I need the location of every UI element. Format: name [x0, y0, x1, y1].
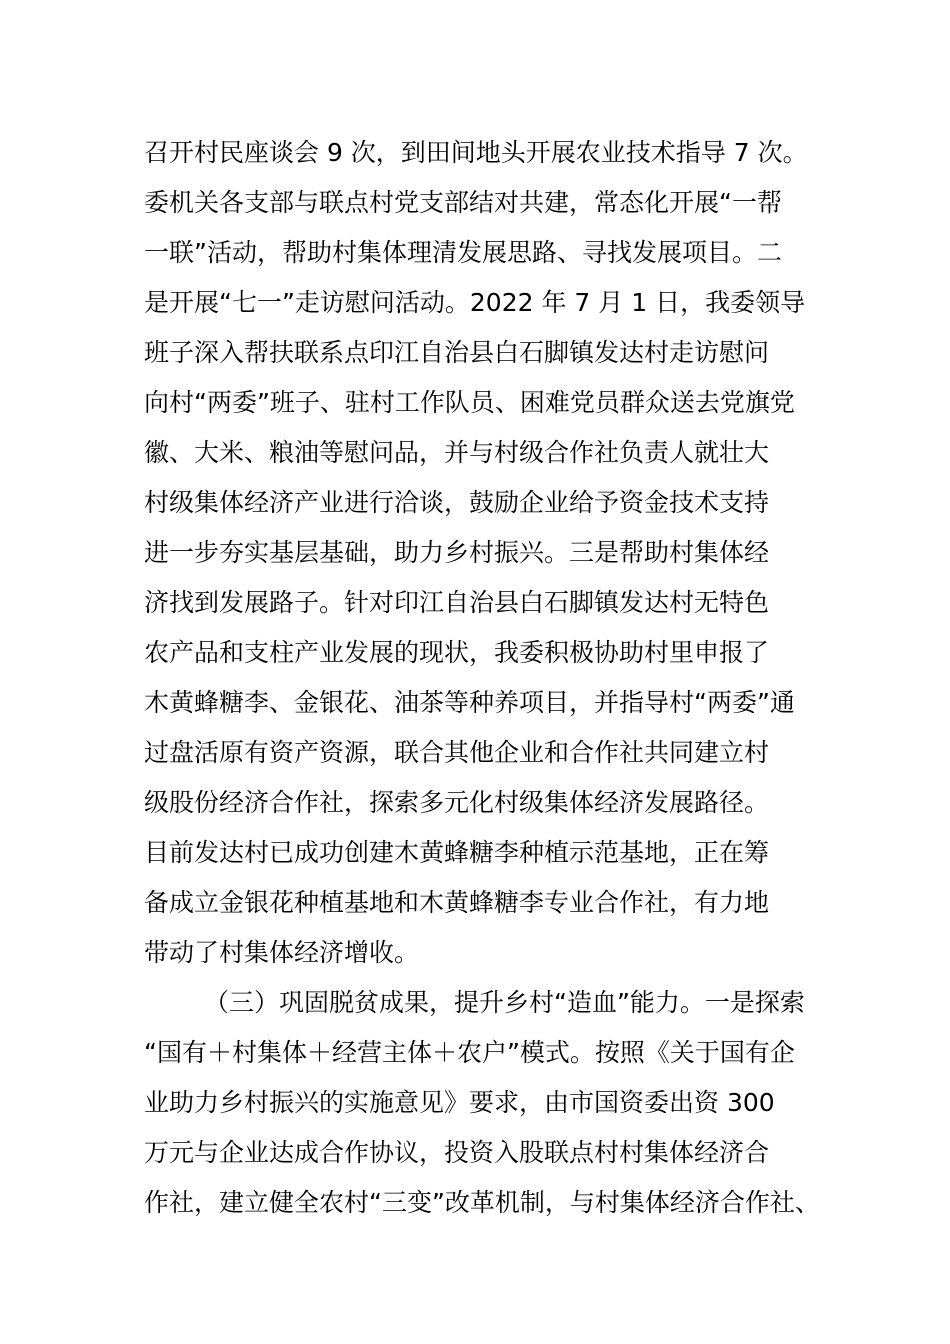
text-line: 向村“两委”班子、驻村工作队员、困难党员群众送去党旗党 [144, 388, 795, 417]
text-line: 徽、大米、粮油等慰问品，并与村级合作社负责人就壮大 [144, 438, 770, 467]
text-line: 木黄蜂糖李、金银花、油茶等种养项目，并指导村“两委”通 [144, 688, 795, 717]
text-line: 带动了村集体经济增收。 [144, 938, 420, 967]
text-line: 万元与企业达成合作协议，投资入股联点村村集体经济合 [144, 1138, 770, 1167]
section-heading-line: （三）巩固脱贫成果，提升乡村“造血”能力。一是探索 [204, 988, 805, 1017]
text-line: 过盘活原有资产资源，联合其他企业和合作社共同建立村 [144, 738, 770, 767]
text-line: 一联”活动，帮助村集体理清发展思路、寻找发展项目。二 [144, 238, 782, 267]
text-line: 农产品和支柱产业发展的现状，我委积极协助村里申报了 [144, 638, 770, 667]
text-line: 级股份经济合作社，探索多元化村级集体经济发展路径。 [144, 788, 770, 817]
body-text [144, 128, 824, 1228]
text-line: 是开展“七一”走访慰问活动。2022 年 7 月 1 日，我委领导 [144, 288, 806, 317]
text-line: 备成立金银花种植基地和木黄蜂糖李专业合作社，有力地 [144, 888, 770, 917]
text-line: 召开村民座谈会 9 次，到田间地头开展农业技术指导 7 次。 [144, 138, 808, 167]
text-line: 进一步夯实基层基础，助力乡村振兴。三是帮助村集体经 [144, 538, 770, 567]
text-line: “国有＋村集体＋经营主体＋农户”模式。按照《关于国有企 [144, 1038, 795, 1067]
text-line: 委机关各支部与联点村党支部结对共建，常态化开展“一帮 [144, 188, 782, 217]
text-line: 村级集体经济产业进行洽谈，鼓励企业给予资金技术支持 [144, 488, 770, 517]
text-line: 作社，建立健全农村“三变”改革机制，与村集体经济合作社、 [144, 1188, 820, 1217]
text-line: 目前发达村已成功创建木黄蜂糖李种植示范基地，正在筹 [144, 838, 770, 867]
text-line: 业助力乡村振兴的实施意见》要求，由市国资委出资 300 [144, 1088, 775, 1117]
text-line: 班子深入帮扶联系点印江自治县白石脚镇发达村走访慰问 [144, 338, 770, 367]
text-line: 济找到发展路子。针对印江自治县白石脚镇发达村无特色 [144, 588, 770, 617]
